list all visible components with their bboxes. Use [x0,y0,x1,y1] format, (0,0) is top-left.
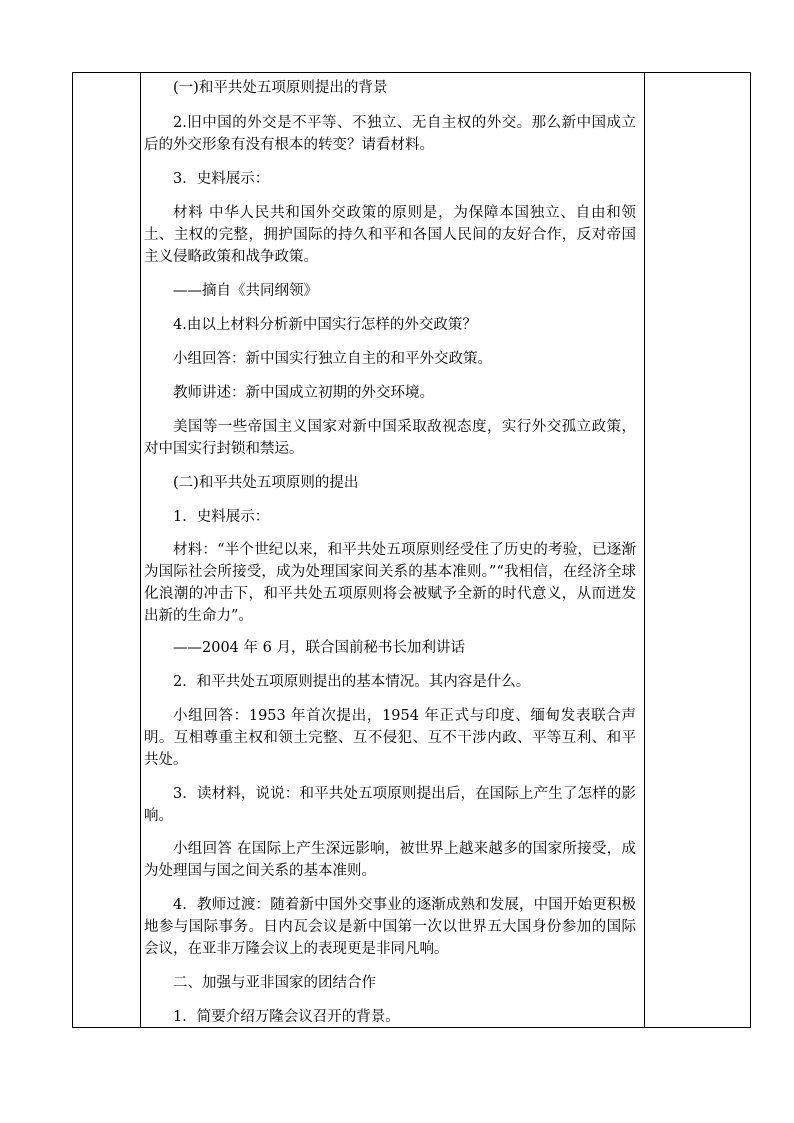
citation-ghali-speech: ——2004 年 6 月，联合国前秘书长加利讲话 [173,640,465,656]
section-heading-asia-africa: 二、加强与亚非国家的团结合作 [173,975,376,991]
paragraph-teacher-transition: 4．教师过渡：随着新中国外交事业的逐渐成熟和发展，中国开始更积极地参与国际事务。日内瓦会议是新中国第一次以世界五大国身份参加的国际会议，在亚非万隆会议上的表现更是非同凡响。 [144,897,636,957]
paragraph-material-common-program: 材料 中华人民共和国外交政策的原则是，为保障本国独立、自由和领土、主权的完整，拥护国际的持久和平和各国人民间的友好合作，反对帝国主义侵略政策和战争政策。 [144,205,636,265]
section-heading-proposal: (二)和平共处五项原则的提出 [173,475,359,491]
section-heading-background: (一)和平共处五项原则提出的背景 [173,80,388,96]
paragraph-us-hostility: 美国等一些帝国主义国家对新中国采取敌视态度，实行外交孤立政策，对中国实行封锁和禁运。 [144,419,636,457]
column-divider-right [644,73,645,1027]
paragraph-bandung-background: 1．简要介绍万隆会议召开的背景。 [173,1009,400,1025]
paragraph-group-answer-policy: 小组回答：新中国实行独立自主的和平外交政策。 [173,351,492,367]
paragraph-teacher-narration: 教师讲述：新中国成立初期的外交环境。 [173,385,434,401]
paragraph-group-answer-five-principles: 小组回答：1953 年首次提出，1954 年正式与印度、缅甸发表联合声明。互相尊重主权和领土完整、互不侵犯、互不干涉内政、平等互利、和平共处。 [144,708,636,768]
paragraph-old-china-diplomacy: 2.旧中国的外交是不平等、不独立、无自主权的外交。那么新中国成立后的外交形象有没有根本的转变？请看材料。 [144,115,636,153]
paragraph-read-material-influence: 3．读材料，说说：和平共处五项原则提出后，在国际上产生了怎样的影响。 [144,786,636,824]
paragraph-group-answer-influence: 小组回答 在国际上产生深远影响，被世界上越来越多的国家所接受，成为处理国与国之间关系的基本准则。 [144,841,636,879]
paragraph-source-display-1: 1．史料展示： [173,509,270,525]
paragraph-source-display-3: 3．史料展示： [173,171,270,187]
paragraph-question-4: 4.由以上材料分析新中国实行怎样的外交政策？ [173,317,477,333]
citation-common-program: ——摘自《共同纲领》 [173,283,318,299]
paragraph-question-basic-info: 2．和平共处五项原则提出的基本情况。其内容是什么。 [173,674,531,690]
paragraph-material-quote: 材料：“半个世纪以来，和平共处五项原则经受住了历史的考验，已逐渐为国际社会所接受，成为处理国家间关系的基本准则。”“我相信，在经济全球化浪潮的冲击下，和平共处五项原则将会被赋予全新的时代意义，从而迸发出新的生命力”。 [144,542,636,624]
